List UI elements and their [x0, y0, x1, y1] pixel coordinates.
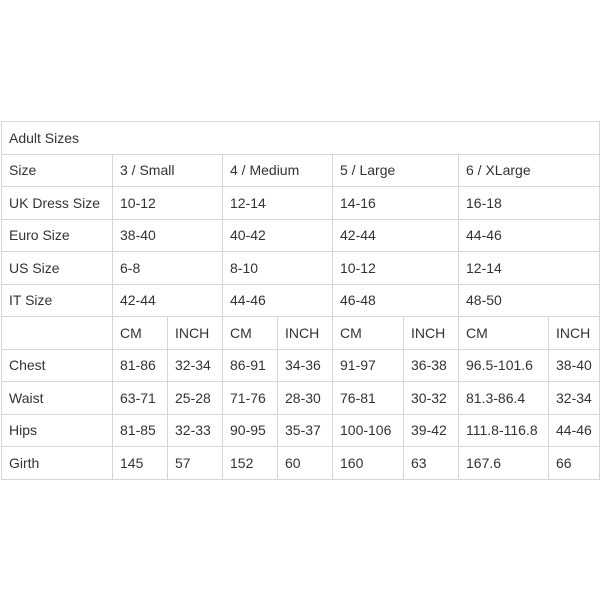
table-cell: 8-10	[223, 252, 333, 285]
unit-header-inch: INCH	[549, 317, 600, 350]
size-chart-table	[1, 121, 600, 480]
table-cell: 16-18	[459, 187, 600, 220]
table-cell: 36-38	[404, 349, 459, 382]
size-header-xlarge: 6 / XLarge	[459, 154, 600, 187]
table-cell: 48-50	[459, 284, 600, 317]
table-cell: 100-106	[333, 414, 404, 447]
size-header-small: 3 / Small	[113, 154, 223, 187]
unit-header-inch: INCH	[168, 317, 223, 350]
table-cell: 96.5-101.6	[459, 349, 549, 382]
table-cell: 111.8-116.8	[459, 414, 549, 447]
size-header-row	[2, 154, 600, 187]
table-cell: 39-42	[404, 414, 459, 447]
table-cell: 145	[113, 447, 168, 480]
us-size-row	[2, 252, 600, 285]
row-label: Waist	[2, 382, 113, 415]
unit-header-inch: INCH	[404, 317, 459, 350]
table-cell: 25-28	[168, 382, 223, 415]
table-cell: 32-34	[549, 382, 600, 415]
table-cell: 40-42	[223, 219, 333, 252]
row-label: Girth	[2, 447, 113, 480]
table-cell: 81.3-86.4	[459, 382, 549, 415]
unit-header-cm: CM	[459, 317, 549, 350]
unit-header-inch: INCH	[278, 317, 333, 350]
table-cell: 42-44	[113, 284, 223, 317]
euro-size-row	[2, 219, 600, 252]
table-cell: 32-34	[168, 349, 223, 382]
row-label	[2, 317, 113, 350]
unit-header-row	[2, 317, 600, 350]
table-cell: 167.6	[459, 447, 549, 480]
table-cell: 71-76	[223, 382, 278, 415]
chest-row	[2, 349, 600, 382]
girth-row	[2, 447, 600, 480]
table-cell: 44-46	[223, 284, 333, 317]
table-cell: 160	[333, 447, 404, 480]
table-cell: 12-14	[459, 252, 600, 285]
table-cell: 12-14	[223, 187, 333, 220]
table-cell: 81-85	[113, 414, 168, 447]
table-cell: 10-12	[113, 187, 223, 220]
table-cell: 38-40	[113, 219, 223, 252]
table-cell: 81-86	[113, 349, 168, 382]
size-header-large: 5 / Large	[333, 154, 459, 187]
table-cell: 32-33	[168, 414, 223, 447]
title-row	[2, 122, 600, 155]
it-size-row	[2, 284, 600, 317]
table-cell: 60	[278, 447, 333, 480]
table-cell: 46-48	[333, 284, 459, 317]
table-cell: 66	[549, 447, 600, 480]
table-cell: 30-32	[404, 382, 459, 415]
table-cell: 63-71	[113, 382, 168, 415]
table-cell: 28-30	[278, 382, 333, 415]
table-cell: 42-44	[333, 219, 459, 252]
uk-dress-size-row	[2, 187, 600, 220]
table-cell: 35-37	[278, 414, 333, 447]
waist-row	[2, 382, 600, 415]
table-cell: 44-46	[549, 414, 600, 447]
size-header-medium: 4 / Medium	[223, 154, 333, 187]
row-label: Chest	[2, 349, 113, 382]
table-cell: 152	[223, 447, 278, 480]
table-cell: 6-8	[113, 252, 223, 285]
table-cell: 86-91	[223, 349, 278, 382]
row-label: Hips	[2, 414, 113, 447]
table-cell: 44-46	[459, 219, 600, 252]
table-cell: 34-36	[278, 349, 333, 382]
row-label: US Size	[2, 252, 113, 285]
table-cell: 76-81	[333, 382, 404, 415]
table-cell: 14-16	[333, 187, 459, 220]
hips-row	[2, 414, 600, 447]
table-cell: 38-40	[549, 349, 600, 382]
table-cell: 10-12	[333, 252, 459, 285]
unit-header-cm: CM	[223, 317, 278, 350]
unit-header-cm: CM	[333, 317, 404, 350]
table-title: Adult Sizes	[2, 122, 600, 155]
table-cell: 63	[404, 447, 459, 480]
row-label: Size	[2, 154, 113, 187]
table-cell: 57	[168, 447, 223, 480]
row-label: Euro Size	[2, 219, 113, 252]
table-cell: 90-95	[223, 414, 278, 447]
unit-header-cm: CM	[113, 317, 168, 350]
row-label: UK Dress Size	[2, 187, 113, 220]
table-cell: 91-97	[333, 349, 404, 382]
row-label: IT Size	[2, 284, 113, 317]
